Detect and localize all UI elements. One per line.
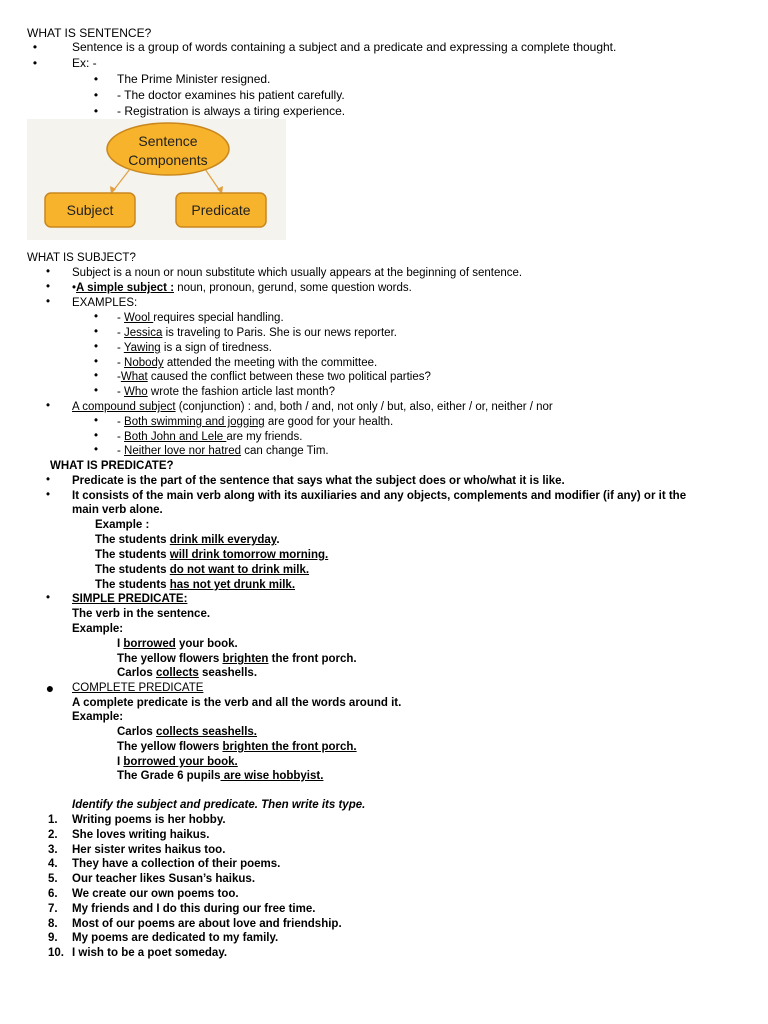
complete-predicate-example-subject: Carlos	[117, 726, 156, 738]
exercise-number: 8.	[48, 918, 58, 930]
subject-example-rest: is traveling to Paris. She is our news reporter.	[162, 327, 397, 339]
bullet: •	[93, 430, 99, 442]
subject-example-subject: Who	[124, 386, 148, 398]
complete-predicate-example	[117, 769, 323, 784]
complete-predicate-example-subject: The yellow flowers	[117, 741, 223, 753]
bullet: •	[93, 370, 99, 382]
bullet: •	[93, 88, 99, 102]
predicate-example-subject: The students	[95, 549, 170, 561]
simple-predicate-example-verb: brighten	[222, 653, 269, 665]
arrow-left	[113, 169, 130, 191]
bullet: •	[45, 489, 51, 501]
exercise-item: I wish to be a poet someday.	[72, 947, 228, 959]
predicate-explanation-1: It consists of the main verb along with its auxiliaries and any objects, complements and modifier (if any) or it the	[72, 490, 687, 502]
subject-example-rest: is a sign of tiredness.	[160, 342, 272, 354]
complete-predicate-label: COMPLETE PREDICATE	[72, 682, 204, 694]
exercise-number: 5.	[48, 873, 58, 885]
compound-example-subject: Neither love nor hatred	[124, 445, 242, 457]
complete-predicate-definition: A complete predicate is the verb and all the words around it.	[72, 697, 402, 709]
predicate-example-predicate: will drink tomorrow morning.	[169, 549, 329, 561]
compound-example	[117, 430, 302, 445]
bullet: •	[93, 104, 99, 118]
arrow-right	[205, 169, 220, 191]
diagram-svg	[27, 119, 286, 240]
compound-example-subject: Both swimming and jogging	[124, 416, 265, 428]
center-node-label-2: Components	[128, 152, 208, 168]
bullet: •	[93, 356, 99, 368]
simple-predicate-definition: The verb in the sentence.	[72, 608, 211, 620]
predicate-example	[95, 578, 295, 593]
subject-example-prefix: -	[117, 342, 124, 354]
bullet: •	[93, 326, 99, 338]
exercise-item: She loves writing haikus.	[72, 829, 210, 841]
subject-example	[117, 370, 431, 385]
subject-example-prefix: -	[117, 312, 125, 324]
bullet: •	[45, 592, 51, 604]
exercise-item: My poems are dedicated to my family.	[72, 932, 279, 944]
compound-example-rest: can change Tim.	[241, 445, 329, 457]
bullet: •	[93, 415, 99, 427]
complete-predicate-example-predicate: brighten the front porch.	[222, 741, 357, 753]
subject-example-rest: attended the meeting with the committee.	[163, 357, 378, 369]
bullet: •	[45, 281, 51, 293]
compound-example-prefix: -	[117, 416, 125, 428]
center-node-label-1: Sentence	[138, 133, 198, 149]
compound-example-rest: are good for your health.	[264, 416, 394, 428]
simple-predicate-example-subject: I	[117, 638, 124, 650]
subject-example	[117, 356, 377, 371]
subject-example	[117, 311, 284, 326]
exercise-item: Our teacher likes Susan’s haikus.	[72, 873, 256, 885]
complete-predicate-example-subject: The Grade 6 pupils	[117, 770, 221, 782]
exercise-number: 10.	[48, 947, 64, 959]
compound-subject-line	[72, 400, 553, 415]
compound-example-prefix: -	[117, 445, 125, 457]
simple-predicate-example	[117, 637, 238, 652]
subject-example-subject: Jessica	[124, 327, 163, 339]
exercise-item: Most of our poems are about love and friendship.	[72, 918, 342, 930]
predicate-example-subject: The students	[95, 579, 170, 591]
exercise-number: 2.	[48, 829, 58, 841]
sentence-example: The Prime Minister resigned.	[117, 72, 271, 86]
exercise-item: We create our own poems too.	[72, 888, 239, 900]
complete-predicate-example	[117, 725, 257, 740]
complete-predicate-example-subject: I	[117, 756, 124, 768]
compound-example-subject: Both John and Lele	[124, 431, 227, 443]
simple-predicate-example-label: Example:	[72, 623, 124, 635]
compound-example	[117, 415, 393, 430]
subject-example-subject: Wool	[124, 312, 154, 324]
compound-example	[117, 444, 329, 459]
complete-predicate-example-predicate: collects seashells.	[156, 726, 258, 738]
simple-subject-prefix: •	[72, 282, 77, 294]
predicate-example-subject: The students	[95, 564, 170, 576]
predicate-example-rest: .	[276, 534, 280, 546]
exercise-number: 1.	[48, 814, 58, 826]
bullet: •	[93, 385, 99, 397]
predicate-example-predicate: drink milk everyday	[169, 534, 277, 546]
subject-example-subject: Nobody	[124, 357, 164, 369]
subject-examples-label: EXAMPLES:	[72, 297, 138, 309]
simple-predicate-example-verb: borrowed	[123, 638, 176, 650]
subject-example-prefix: -	[117, 371, 121, 383]
simple-subject-text: noun, pronoun, gerund, some question words.	[174, 282, 412, 294]
exercise-number: 4.	[48, 858, 58, 870]
bullet: •	[93, 444, 99, 456]
subject-example-rest: requires special handling.	[153, 312, 284, 324]
bullet: ●	[45, 680, 55, 696]
subject-example	[117, 341, 272, 356]
bullet: •	[45, 474, 51, 486]
complete-predicate-example-predicate: borrowed your book.	[123, 756, 238, 768]
subject-example-subject: Yawing	[123, 342, 161, 354]
bullet: •	[45, 400, 51, 412]
bullet: •	[93, 72, 99, 86]
exercise-number: 7.	[48, 903, 58, 915]
compound-subject-label: A compound subject	[72, 401, 176, 413]
exercise-item: Writing poems is her hobby.	[72, 814, 226, 826]
subject-example-rest: wrote the fashion article last month?	[147, 386, 335, 398]
exercise-number: 6.	[48, 888, 58, 900]
subject-example-prefix: -	[117, 357, 125, 369]
sentence-definition: Sentence is a group of words containing a subject and a predicate and expressing a complete thought.	[72, 40, 617, 54]
simple-predicate-example-rest: seashells.	[198, 667, 258, 679]
simple-subject-label: A simple subject :	[76, 282, 175, 294]
sentence-example: - The doctor examines his patient carefully.	[117, 88, 345, 102]
predicate-example-predicate: do not want to drink milk.	[169, 564, 310, 576]
bullet: •	[32, 40, 38, 54]
predicate-definition: Predicate is the part of the sentence that says what the subject does or who/what it is like.	[72, 475, 565, 487]
exercise-item: My friends and I do this during our free time.	[72, 903, 316, 915]
subject-heading: WHAT IS SUBJECT?	[27, 252, 136, 264]
sentence-heading: WHAT IS SENTENCE?	[27, 26, 152, 40]
predicate-explanation-2: main verb alone.	[72, 504, 163, 516]
sentence-components-diagram	[27, 119, 286, 240]
subject-example-rest: caused the conflict between these two political parties?	[147, 371, 431, 383]
complete-predicate-example	[117, 755, 238, 770]
subject-example	[117, 385, 335, 400]
simple-predicate-example-rest: the front porch.	[268, 653, 357, 665]
simple-predicate-example	[117, 666, 257, 681]
subject-example	[117, 326, 397, 341]
sentence-example: - Registration is always a tiring experience.	[117, 104, 346, 118]
simple-predicate-example	[117, 652, 357, 667]
compound-example-prefix: -	[117, 431, 125, 443]
bullet: •	[45, 266, 51, 278]
simple-predicate-example-verb: collects	[156, 667, 199, 679]
complete-predicate-example-predicate: are wise hobbyist.	[220, 770, 324, 782]
simple-predicate-label: SIMPLE PREDICATE:	[72, 593, 188, 605]
simple-predicate-example-subject: The yellow flowers	[117, 653, 223, 665]
subject-example-prefix: -	[117, 386, 125, 398]
bullet: •	[45, 296, 51, 308]
complete-predicate-example-label: Example:	[72, 711, 124, 723]
exercise-item: Her sister writes haikus too.	[72, 844, 226, 856]
bullet: •	[93, 341, 99, 353]
subject-example-subject: What	[120, 371, 148, 383]
predicate-example	[95, 563, 309, 578]
subject-example-prefix: -	[117, 327, 125, 339]
simple-predicate-example-subject: Carlos	[117, 667, 156, 679]
predicate-example	[95, 548, 328, 563]
simple-predicate-example-rest: your book.	[175, 638, 238, 650]
predicate-example-label: Example :	[95, 519, 150, 531]
bullet: •	[93, 311, 99, 323]
compound-subject-text: (conjunction) : and, both / and, not only / but, also, either / or, neither / nor	[175, 401, 553, 413]
predicate-heading: WHAT IS PREDICATE?	[50, 460, 174, 472]
predicate-example	[95, 533, 280, 548]
exercise-instruction: Identify the subject and predicate. Then write its type.	[72, 799, 366, 811]
exercise-item: They have a collection of their poems.	[72, 858, 281, 870]
sentence-ex-label: Ex: -	[72, 56, 97, 70]
subject-node-label: Subject	[66, 202, 114, 218]
compound-example-rest: are my friends.	[226, 431, 303, 443]
predicate-node-label: Predicate	[191, 202, 251, 218]
exercise-number: 3.	[48, 844, 58, 856]
exercise-number: 9.	[48, 932, 58, 944]
predicate-example-subject: The students	[95, 534, 170, 546]
bullet: •	[32, 56, 38, 70]
complete-predicate-example	[117, 740, 357, 755]
simple-subject-line	[72, 281, 412, 296]
predicate-example-predicate: has not yet drunk milk.	[169, 579, 296, 591]
subject-definition: Subject is a noun or noun substitute which usually appears at the beginning of sentence.	[72, 267, 523, 279]
